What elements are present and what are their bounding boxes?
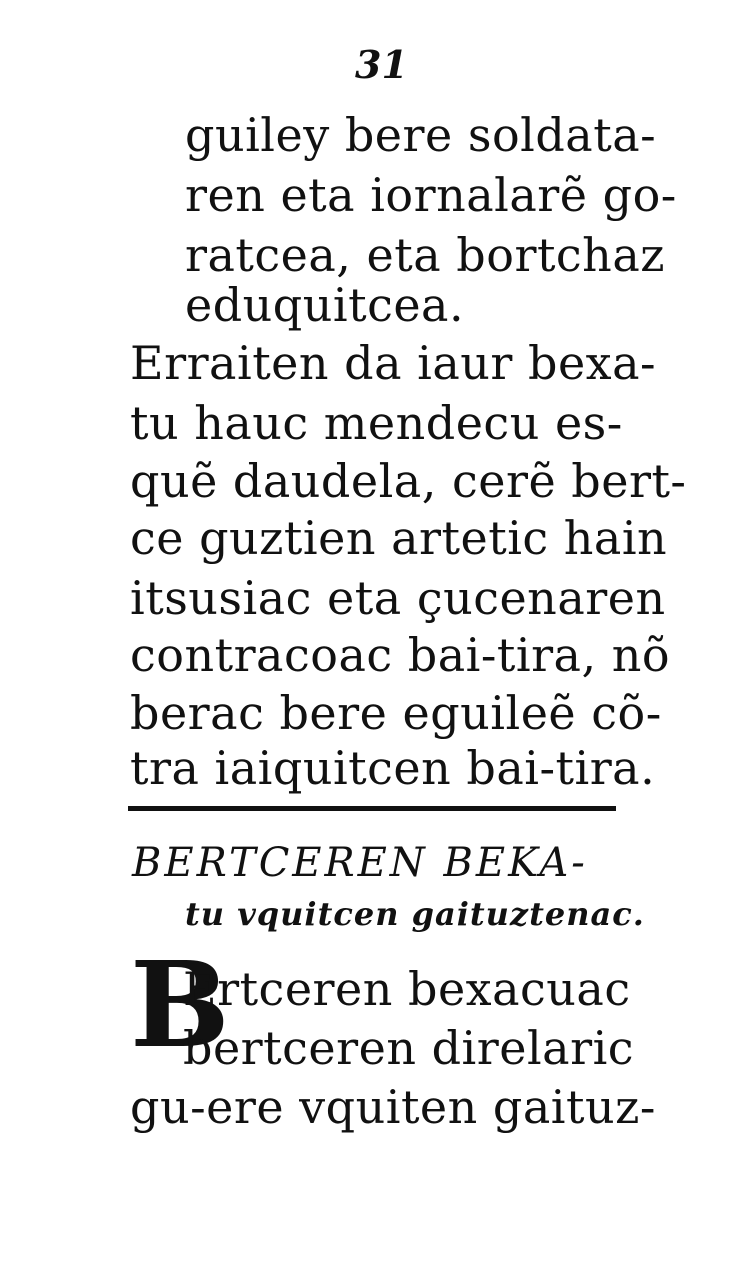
text-line: ce guztien artetic hain [130, 511, 668, 565]
heading-line-2: tu vquitcen gaituztenac. [185, 895, 645, 933]
text-line: tu hauc mendecu es- [130, 396, 623, 450]
text-line: tra iaiquitcen bai-tira. [130, 741, 656, 795]
text-line: ratcea, eta bortchaz [185, 228, 665, 282]
text-line: guiley bere soldata- [185, 108, 657, 162]
text-line: ren eta iornalarẽ go- [185, 168, 677, 222]
text-line: eduquitcea. [185, 278, 465, 332]
page-number: 31 [355, 42, 408, 87]
text-line: Ertceren bexacuac [183, 962, 631, 1016]
text-line: contracoac bai-tira, nõ [130, 628, 671, 682]
text-line: itsusiac eta çucenaren [130, 571, 666, 625]
section-divider [128, 806, 616, 811]
heading-line-1: BERTCEREN BEKA- [132, 840, 588, 886]
text-line: quẽ daudela, cerẽ bert- [130, 454, 687, 508]
text-line: berac bere eguileẽ cõ- [130, 686, 662, 740]
text-line: bertceren direlaric [183, 1021, 635, 1075]
text-line: Erraiten da iaur bexa- [130, 336, 657, 390]
text-line: gu-ere vquiten gaituz- [130, 1080, 656, 1134]
drop-cap: B [130, 935, 230, 1074]
